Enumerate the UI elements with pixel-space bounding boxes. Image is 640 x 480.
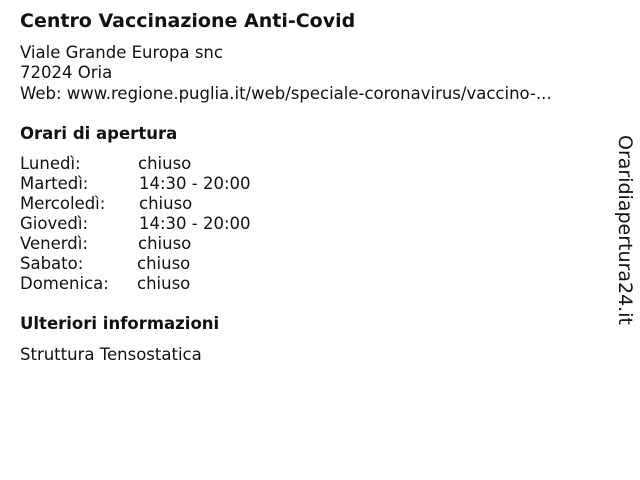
day-label: Mercoledì: [20,194,106,213]
hours-row-monday [20,154,320,174]
hours-row-friday [20,234,320,254]
place-title: Centro Vaccinazione Anti-Covid [20,10,356,32]
brand-watermark: Oraridiapertura24.it [614,135,636,325]
day-label: Martedì: [20,174,89,193]
address-city: 72024 Oria [20,63,113,82]
time-value: chiuso [138,234,192,253]
hours-row-saturday [20,254,320,274]
hours-row-wednesday [20,194,320,214]
time-value: chiuso [137,254,191,273]
hours-row-sunday [20,274,320,294]
opening-hours-title: Orari di apertura [20,124,178,143]
more-info-text: Struttura Tensostatica [20,345,202,364]
day-label: Venerdì: [20,234,88,253]
time-value: chiuso [137,274,191,293]
hours-row-tuesday [20,174,320,194]
time-value: chiuso [138,154,192,173]
day-label: Giovedì: [20,214,88,233]
day-label: Sabato: [20,254,84,273]
website-link[interactable]: Web: www.regione.puglia.it/web/speciale-coronavirus/vaccino-... [20,84,552,103]
day-label: Lunedì: [20,154,81,173]
more-info-title: Ulteriori informazioni [20,314,220,333]
time-value: 14:30 - 20:00 [139,214,251,233]
hours-row-thursday [20,214,320,234]
address-street: Viale Grande Europa snc [20,43,223,62]
time-value: 14:30 - 20:00 [139,174,251,193]
day-label: Domenica: [20,274,109,293]
time-value: chiuso [139,194,193,213]
